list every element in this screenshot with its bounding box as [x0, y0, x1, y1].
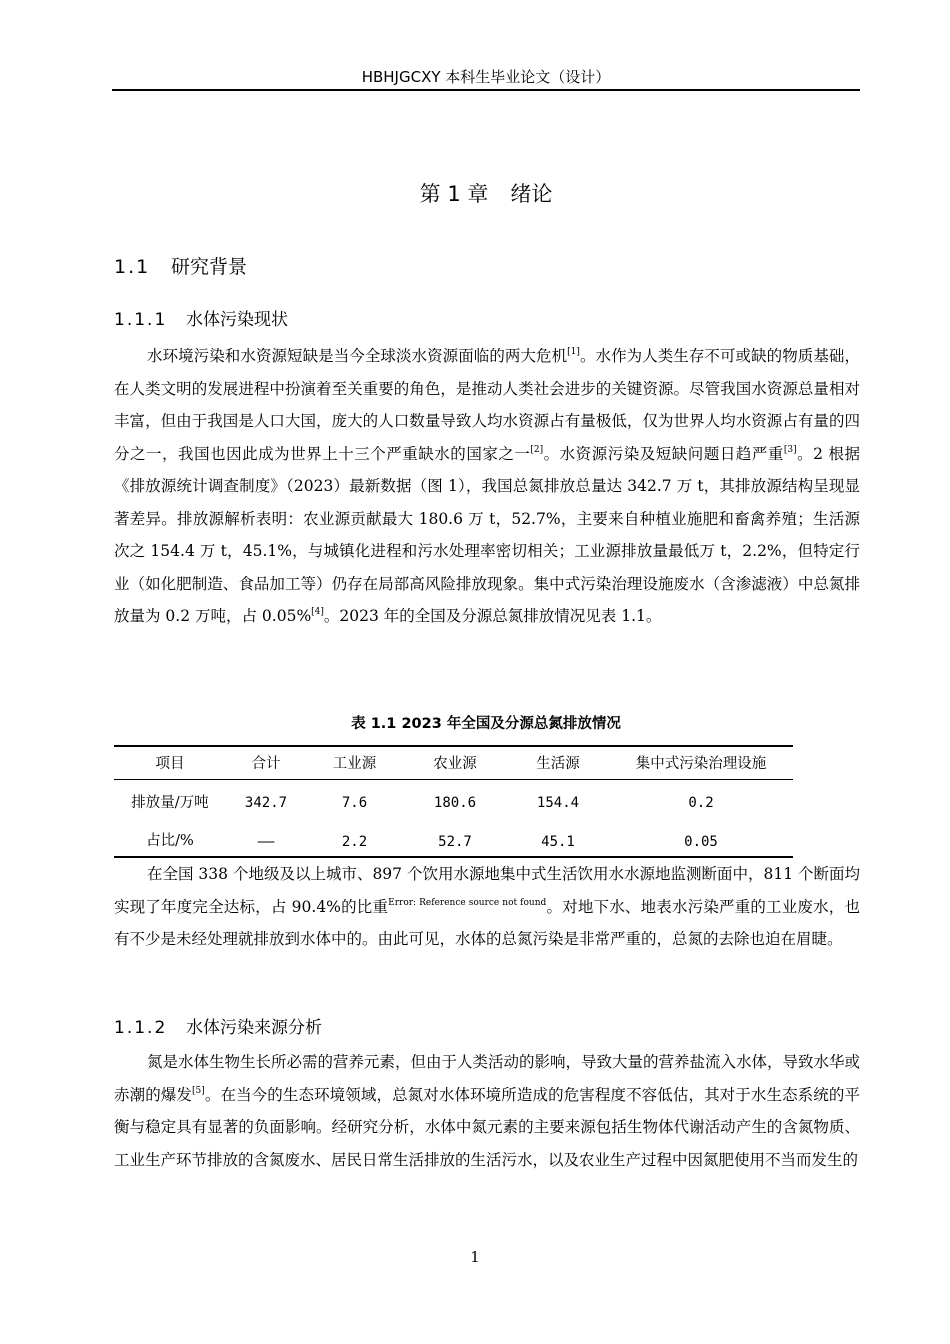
table-header-cell: 生活源 [507, 746, 609, 779]
table-cell: 占比/% [114, 827, 226, 857]
emission-table [114, 745, 793, 858]
subsection-number: 1.1.2 [114, 1018, 168, 1038]
table-cell: 排放量/万吨 [131, 794, 209, 811]
table-cell: —— [226, 827, 306, 857]
subsection-title: 水体污染来源分析 [186, 1018, 322, 1038]
table-row [114, 779, 793, 827]
table-caption: 表 1.1 2023 年全国及分源总氮排放情况 [351, 716, 621, 732]
table-header-cell: 工业源 [306, 746, 403, 779]
table-cell: 2.2 [306, 827, 403, 857]
table-header-cell: 农业源 [403, 746, 507, 779]
table-header-cell: 集中式污染治理设施 [609, 746, 793, 779]
header-rule [112, 89, 860, 91]
table-cell: 342.7 [244, 795, 288, 812]
section-number: 1.1 [114, 256, 151, 278]
subsection-number: 1.1.1 [114, 310, 168, 330]
paragraph-1: 水环境污染和水资源短缺是当今全球淡水资源面临的两大危机[1]。水作为人类生存不可或缺的物质基础，在人类文明的发展进程中扮演着至关重要的角色，是推动人类社会进步的关键资源。尽管我国水资源总量相对丰富，但由于我国是人口大国，庞大的人口数量导致人均水资源占有量极低，仅为世界人均水资源占有量的四分之一，我国也因此成为世界上十三个严重缺水的国家之一[2]。水资源污染及短缺问题日趋严重[3]。2 根据《排放源统计调查制度》（2023）最新数据（图 1），我国总氮排放总量达 342.7 万 t，其排放源结构呈现显著差异。排放源解析表明：农业源贡献最大 180.6 万 t，52.7%，主要来自种植业施肥和畜禽养殖；生活源次之 154.4 万 t，45.1%，与城镇化进程和污水处理率密切相关；工业源排放量最低万 t，2.2%，但特定行业（如化肥制造、食品加工等）仍存在局部高风险排放现象。集中式污染治理设施废水（含渗滤液）中总氮排放量为 0.2 万吨，占 0.05%[4]。2023 年的全国及分源总氮排放情况见表 1.1。 [114, 347, 860, 625]
table-cell: 7.6 [341, 795, 368, 812]
citation: [4] [311, 607, 324, 617]
subsection-title: 水体污染现状 [186, 310, 288, 330]
table-cell: 0.2 [688, 795, 714, 812]
table-cell: 52.7 [403, 827, 507, 857]
page-number: 1 [470, 1248, 480, 1266]
paragraph-3: 氮是水体生物生长所必需的营养元素，但由于人类活动的影响，导致大量的营养盐流入水体，导致水华或赤潮的爆发[5]。在当今的生态环境领域，总氮对水体环境所造成的危害程度不容低估，其对于水生态系统的平衡与稳定具有显著的负面影响。经研究分析，水体中氮元素的主要来源包括生物体代谢活动产生的含氮物质、工业生产环节排放的含氮废水、居民日常生活排放的生活污水，以及农业生产过程中因氮肥使用不当而发生的 [114, 1053, 861, 1169]
table-cell: 0.05 [609, 827, 793, 857]
running-header: HBHJGCXY 本科生毕业论文（设计） [361, 68, 611, 86]
subsection-heading-1 [114, 305, 288, 330]
table-header-cell: 合计 [226, 746, 306, 779]
table-cell: 180.6 [433, 795, 477, 812]
table-cell: 154.4 [536, 795, 580, 812]
paragraph-2: 在全国 338 个地级及以上城市、897 个饮用水源地集中式生活饮用水水源地监测断面中，811 个断面均实现了年度完全达标，占 90.4%的比重$^{Error: Reference source not found}$。对地下水、地表水污染严重的工业废水，也有不少是未经处理就排放到水体中的。由此可见，水体的总氮污染是非常严重的，总氮的去除也迫在眉睫。 [114, 865, 860, 948]
section-title: 研究背景 [171, 256, 248, 278]
citation: [2] [530, 444, 544, 455]
table-header-row [114, 746, 793, 779]
subsection-heading-2 [114, 1013, 322, 1038]
section-heading [114, 252, 247, 279]
table-cell: 45.1 [507, 827, 609, 857]
citation: [1] [567, 347, 580, 357]
chapter-name: 绪论 [510, 182, 553, 206]
chapter-title [112, 178, 860, 208]
chapter-number: 第 1 章 [419, 182, 489, 206]
table-header-cell: 项目 [114, 746, 226, 779]
citation-error: Error: Reference source not found [388, 897, 547, 908]
citation: [5] [192, 1085, 205, 1096]
table-row [114, 827, 793, 857]
citation: [3] [783, 444, 797, 455]
